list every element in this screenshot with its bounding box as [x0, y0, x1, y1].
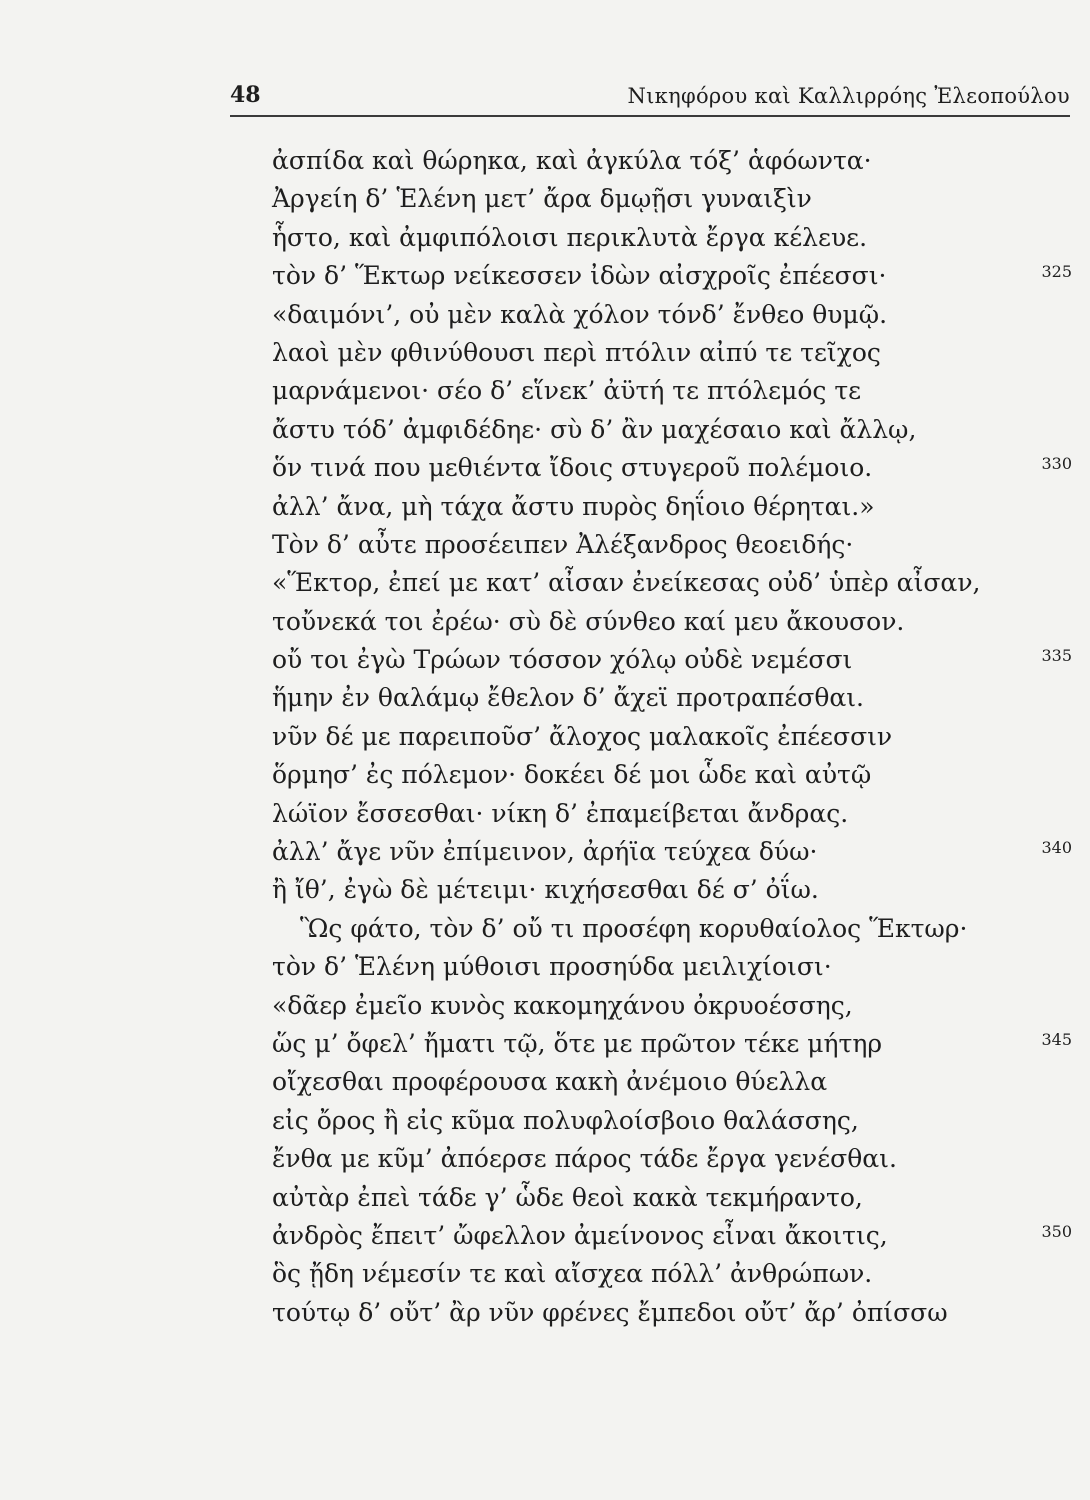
verse-line — [0, 603, 1090, 641]
verse-line — [0, 1255, 1090, 1293]
verse-line — [0, 488, 1090, 526]
line-number: 345 — [1041, 1029, 1072, 1049]
verse-line — [0, 372, 1090, 410]
verse-text: νῦν δέ με παρειποῦσ’ ἄλοχος μαλακοῖς ἐπέεσσιν — [272, 721, 893, 751]
verse-line — [0, 1140, 1090, 1178]
verse-text: εἰς ὄρος ἢ εἰς κῦμα πολυφλοίσβοιο θαλάσσης, — [272, 1105, 859, 1135]
verse-text: ἔνθα με κῦμ’ ἀπόερσε πάρος τάδε ἔργα γενέσθαι. — [272, 1144, 897, 1174]
verse-line — [0, 756, 1090, 794]
verse-line — [0, 526, 1090, 564]
verse-text: ἥμην ἐν θαλάμῳ ἔθελον δ’ ἄχεϊ προτραπέσθαι. — [272, 683, 865, 713]
verse-line — [0, 449, 1090, 487]
header-rule — [230, 115, 1070, 117]
verse-line — [0, 910, 1090, 948]
verse-line — [0, 833, 1090, 871]
verse-line — [0, 296, 1090, 334]
verse-text: τὸν δ’ Ἕκτωρ νείκεσσεν ἰδὼν αἰσχροῖς ἐπέεσσι· — [272, 261, 887, 291]
verse-text: «δᾶερ ἐμεῖο κυνὸς κακομηχάνου ὀκρυοέσσης, — [272, 990, 853, 1020]
verse-text: ἀλλ’ ἄγε νῦν ἐπίμεινον, ἀρήϊα τεύχεα δύω· — [272, 837, 818, 867]
verse-text: μαρνάμενοι· σέο δ’ εἵνεκ’ ἀϋτή τε πτόλεμός τε — [272, 376, 862, 406]
verse-text: ἀνδρὸς ἔπειτ’ ὤφελλον ἀμείνονος εἶναι ἄκοιτις, — [272, 1220, 888, 1250]
verse-line — [0, 334, 1090, 372]
verse-text: ὅρμησ’ ἐς πόλεμον· δοκέει δέ μοι ὧδε καὶ αὐτῷ — [272, 760, 872, 790]
verse-line — [0, 871, 1090, 909]
verse-text: τοὔνεκά τοι ἐρέω· σὺ δὲ σύνθεο καί μευ ἄκουσον. — [272, 606, 905, 636]
verse-line — [0, 180, 1090, 218]
verse-text: ἄστυ τόδ’ ἀμφιδέδηε· σὺ δ’ ἂν μαχέσαιο καὶ ἄλλῳ, — [272, 414, 917, 444]
verse-text: οὔ τοι ἐγὼ Τρώων τόσσον χόλῳ οὐδὲ νεμέσσι — [272, 645, 853, 675]
verse-text: Ἀργείη δ’ Ἑλένη μετ’ ἄρα δμῳῇσι γυναιξὶν — [272, 184, 812, 214]
verse-line — [0, 1294, 1090, 1332]
verse-line — [0, 948, 1090, 986]
line-number: 335 — [1041, 646, 1072, 666]
line-number: 350 — [1041, 1221, 1072, 1241]
verse-text: τὸν δ’ Ἑλένη μύθοισι προσηύδα μειλιχίοισι· — [272, 952, 832, 982]
verse-line — [0, 219, 1090, 257]
verse-text: «Ἕκτορ, ἐπεί με κατ’ αἶσαν ἐνείκεσας οὐδ’ ὑπὲρ αἶσαν, — [272, 568, 981, 598]
verse-text: «δαιμόνι’, οὐ μὲν καλὰ χόλον τόνδ’ ἔνθεο θυμῷ. — [272, 299, 888, 329]
verse-text: ἧστο, καὶ ἀμφιπόλοισι περικλυτὰ ἔργα κέλευε. — [272, 222, 868, 252]
verse-line — [0, 1217, 1090, 1255]
verse-line — [0, 411, 1090, 449]
verse-line — [0, 987, 1090, 1025]
verse-text: τούτῳ δ’ οὔτ’ ἂρ νῦν φρένες ἔμπεδοι οὔτ’ ἄρ’ ὀπίσσω — [272, 1297, 948, 1327]
verse-text: ὥς μ’ ὄφελ’ ἤματι τῷ, ὅτε με πρῶτον τέκε μήτηρ — [272, 1028, 883, 1058]
verse-text: ἢ ἴθ’, ἐγὼ δὲ μέτειμι· κιχήσεσθαι δέ σ’ ὀΐω. — [272, 875, 819, 905]
line-number: 330 — [1041, 454, 1072, 474]
verse-text: ὅν τινά που μεθιέντα ἴδοις στυγεροῦ πολέμοιο. — [272, 453, 873, 483]
verse-text: Τὸν δ’ αὖτε προσέειπεν Ἀλέξανδρος θεοειδής· — [272, 529, 854, 559]
verse-text: ἀσπίδα καὶ θώρηκα, καὶ ἀγκύλα τόξ’ ἁφόωντα· — [272, 146, 872, 175]
verse-text: ἀλλ’ ἄνα, μὴ τάχα ἄστυ πυρὸς δηΐοιο θέρηται.» — [272, 491, 875, 521]
line-number: 340 — [1041, 838, 1072, 858]
verse-text: Ὣς φάτο, τὸν δ’ οὔ τι προσέφη κορυθαίολος Ἕκτωρ· — [300, 913, 968, 943]
verse-line — [0, 1025, 1090, 1063]
verse-line — [0, 1063, 1090, 1101]
page-number: 48 — [230, 82, 261, 108]
verse-line — [0, 257, 1090, 295]
verse-text: οἴχεσθαι προφέρουσα κακὴ ἀνέμοιο θύελλα — [272, 1067, 828, 1097]
verse-text: λώϊον ἔσσεσθαι· νίκη δ’ ἐπαμείβεται ἄνδρας. — [272, 798, 849, 828]
verse-text: λαοὶ μὲν φθινύθουσι περὶ πτόλιν αἰπύ τε τεῖχος — [272, 337, 881, 367]
verse-line — [0, 679, 1090, 717]
verse-text: αὐτὰρ ἐπεὶ τάδε γ’ ὧδε θεοὶ κακὰ τεκμήραντο, — [272, 1182, 863, 1212]
verse-line — [0, 564, 1090, 602]
verse-line — [0, 1179, 1090, 1217]
verse-text: ὃς ᾔδη νέμεσίν τε καὶ αἴσχεα πόλλ’ ἀνθρώπων. — [272, 1259, 873, 1289]
verse-block — [0, 142, 1090, 1332]
verse-line — [0, 718, 1090, 756]
verse-line — [0, 142, 1090, 180]
line-number: 325 — [1041, 262, 1072, 282]
page-header — [230, 82, 1070, 110]
verse-line — [0, 795, 1090, 833]
running-head: Νικηφόρου καὶ Καλλιρρόης Ἐλεοπούλου — [627, 84, 1070, 108]
verse-line — [0, 1102, 1090, 1140]
verse-line — [0, 641, 1090, 679]
